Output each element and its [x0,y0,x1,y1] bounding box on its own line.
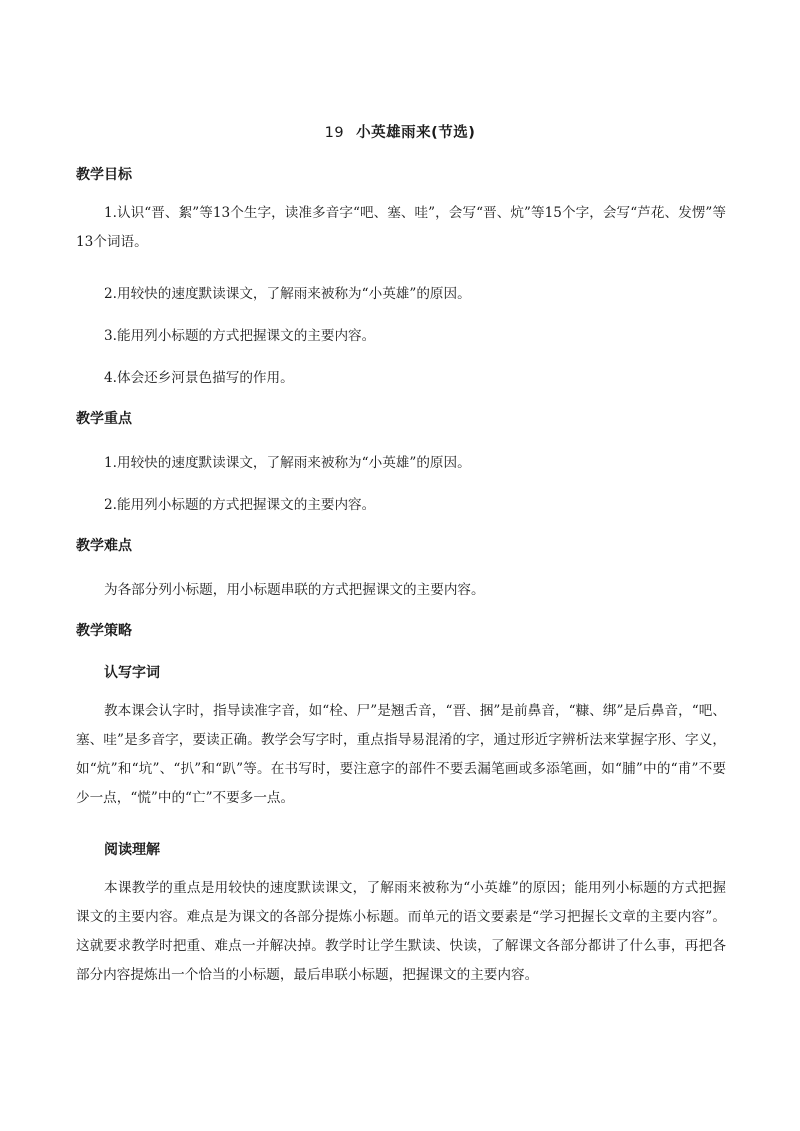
key-points-heading: 教学重点 [76,411,132,427]
goal-item-4: 4.体会还乡河景色描写的作用。 [104,370,294,386]
strategy-vocabulary-paragraph: 教本课会认字时，指导读准字音，如“栓、尸”是翘舌音，“晋、捆”是前鼻音，“糠、绑”是后鼻音，“吧、塞、哇”是多音字，要读正确。教学会写字时，重点指导易混淆的字，通过形近字辨析法来掌握字形、字义，如“炕”和“坑”、“扒”和“趴”等。在书写时，要注意字的部件不要丢漏笔画或多添笔画，如“脯”中的“甫”不要少一点，“慌”中的“亡”不要多一点。 [76,703,726,806]
lesson-title-text: 小英雄雨来(节选) [356,125,476,141]
strategy-subheading-vocabulary: 认写字词 [104,665,160,681]
goal-item-3: 3.能用列小标题的方式把握课文的主要内容。 [104,328,376,344]
difficult-points-heading: 教学难点 [76,538,132,554]
strategy-heading: 教学策略 [76,623,132,639]
strategy-subheading-reading: 阅读理解 [104,842,160,858]
lesson-number: 19 [324,125,345,141]
strategy-reading-paragraph: 本课教学的重点是用较快的速度默读课文，了解雨来被称为“小英雄”的原因；能用列小标题的方式把握课文的主要内容。难点是为课文的各部分提炼小标题。而单元的语文要素是“学习把握长文章的主要内容”。这就要求教学时把重、难点一并解决掉。教学时让学生默读、快读，了解课文各部分都讲了什么事，再把各部分内容提炼出一个恰当的小标题，最后串联小标题，把握课文的主要内容。 [76,880,726,983]
key-point-2: 2.能用列小标题的方式把握课文的主要内容。 [104,497,376,513]
difficult-point: 为各部分列小标题，用小标题串联的方式把握课文的主要内容。 [104,582,485,598]
goal-item-1: 1.认识“晋、絮”等13个生字，读准多音字“吧、塞、哇”，会写“晋、炕”等15个字，会写“芦花、发愣”等13个词语。 [76,205,726,250]
goals-heading: 教学目标 [76,167,132,183]
key-point-1: 1.用较快的速度默读课文，了解雨来被称为“小英雄”的原因。 [104,455,471,471]
goal-item-2: 2.用较快的速度默读课文，了解雨来被称为“小英雄”的原因。 [104,286,471,302]
lesson-title [0,121,800,142]
